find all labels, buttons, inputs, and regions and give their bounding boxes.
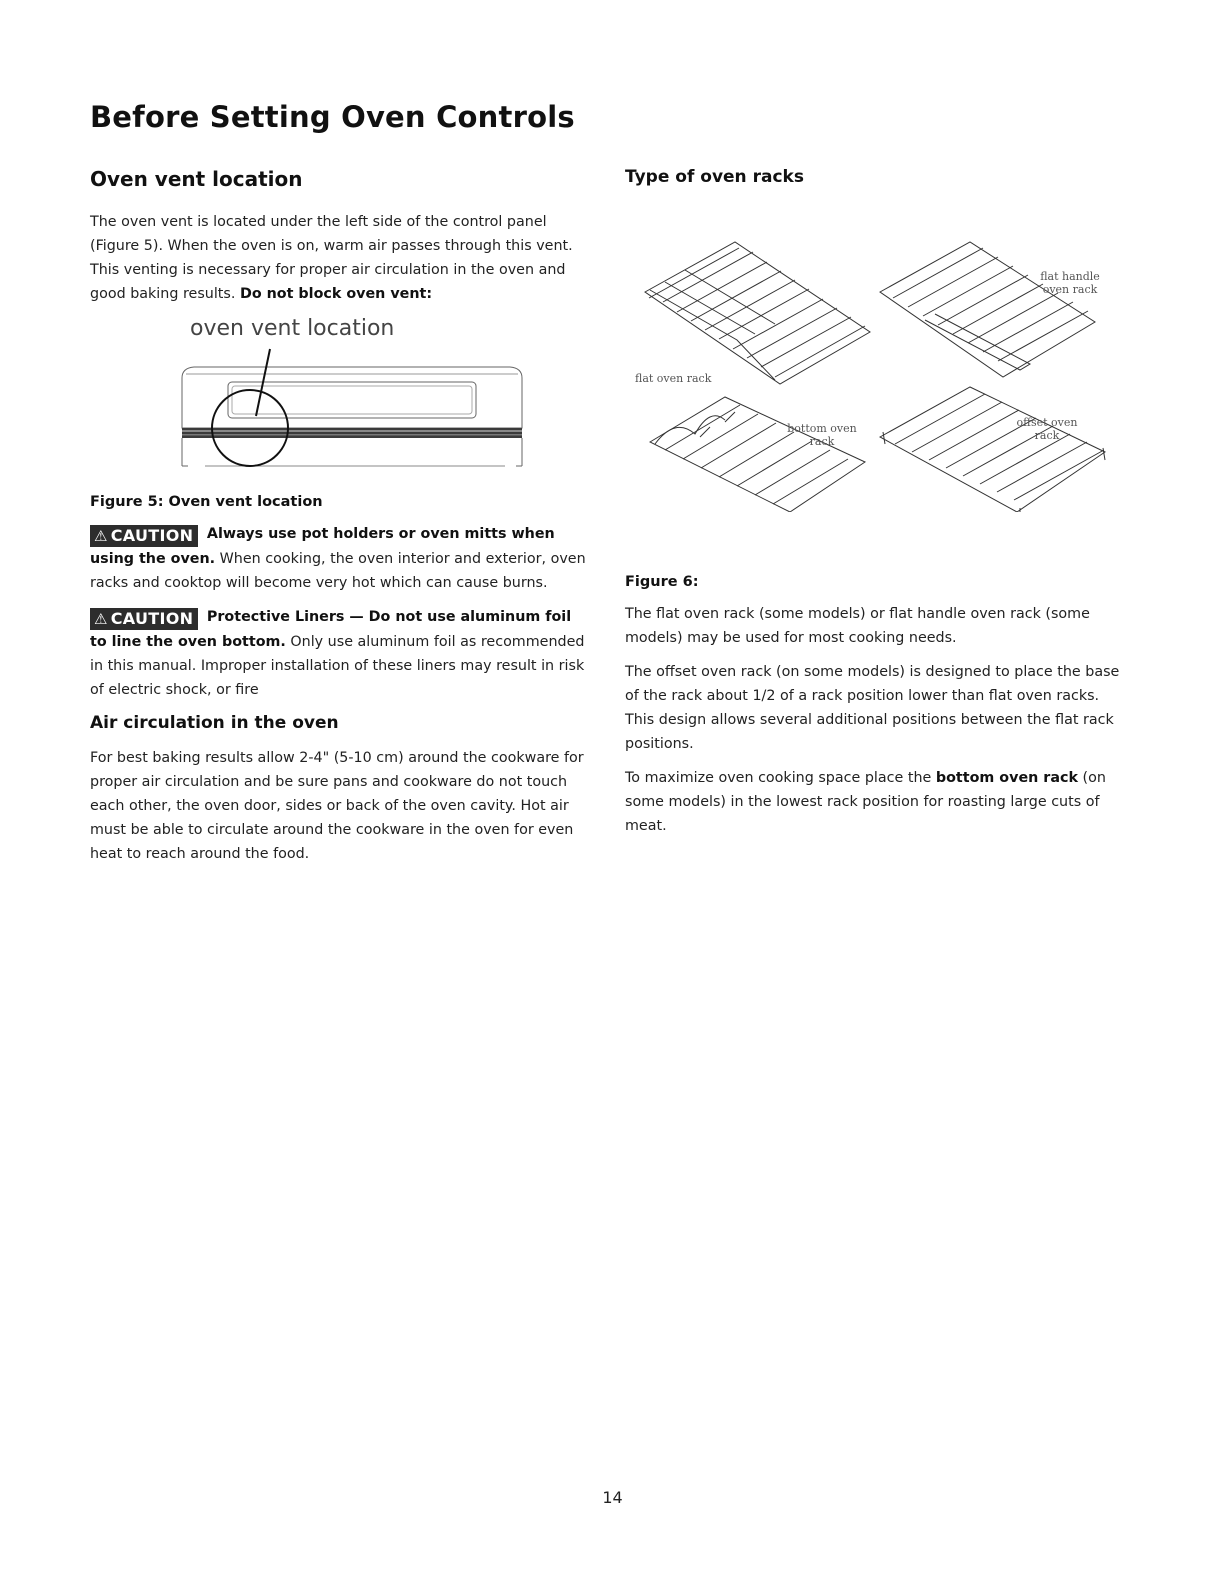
vent-paragraph (90, 210, 590, 306)
air-heading: Air circulation in the oven (90, 713, 339, 733)
warning-triangle-icon: ⚠ (94, 527, 108, 545)
oven-vent-figure (90, 316, 590, 486)
warning-triangle-icon: ⚠ (94, 610, 108, 628)
flat-rack-drawing (645, 242, 870, 384)
bottom-rack-drawing (650, 397, 865, 512)
caution-badge: ⚠ CAUTION (90, 525, 198, 547)
vent-heading: Oven vent location (90, 167, 303, 191)
flat-handle-rack-drawing (880, 242, 1095, 377)
caution-badge: ⚠ CAUTION (90, 608, 198, 630)
caution1-text: When cooking, the oven interior and exterior, oven racks and cooktop will become very hot which can cause burns. (90, 551, 586, 591)
right-column (625, 166, 1125, 848)
vent-paragraph-text: The oven vent is located under the left side of the control panel (Figure 5). When the oven is on, warm air passes through this vent. This venting is necessary for proper air circulation in the oven and good baking results. (90, 214, 573, 302)
label-bottom-rack: bottom oven rack (787, 422, 857, 448)
racks-para3: To maximize oven cooking space place the bottom oven rack (on some models) in the lowest rack position for roasting large cuts of meat. (625, 770, 1106, 834)
page-number: 14 (602, 1488, 623, 1507)
racks-heading: Type of oven racks (625, 167, 804, 187)
vent-paragraph-warning: Do not block oven vent: (239, 286, 433, 302)
racks-para2: The offset oven rack (on some models) is designed to place the base of the rack about 1/2 of a rack position lower than flat oven racks. This design allows several additional positions between the flat rack positions. (625, 664, 1120, 752)
racks-drawing (625, 212, 1125, 512)
label-flat-rack: flat oven rack (635, 372, 712, 385)
caution1-paragraph (90, 522, 590, 595)
racks-para1: The flat oven rack (some models) or flat handle oven rack (some models) may be used for most cooking needs. (625, 606, 1090, 646)
caution2-text: Only use aluminum foil as recommended in this manual. Improper installation of these liners may result in risk of electric shock, or fire (90, 634, 585, 698)
label-offset-rack: offset oven rack (1016, 416, 1078, 442)
figure5-caption: Figure 5: Oven vent location (90, 494, 323, 510)
page-title: Before Setting Oven Controls (90, 100, 575, 134)
control-panel-drawing (90, 316, 590, 486)
oven-racks-figure (625, 232, 1125, 532)
caution2-paragraph (90, 605, 590, 702)
caution1-bold: Always use pot holders or oven mitts when using the oven. (90, 526, 555, 567)
offset-rack-drawing (880, 387, 1105, 512)
vent-figure-label: oven vent location (190, 316, 395, 341)
air-paragraph: For best baking results allow 2-4" (5-10 cm) around the cookware for proper air circulation and be sure pans and cookware do not touch each other, the oven door, sides or back of the oven cavity. Hot air must be able to circulate around the cookware in the oven for even heat to reach around the food. (90, 750, 584, 862)
bottom-rack-bold: bottom oven rack (935, 770, 1078, 786)
caution2-bold: Protective Liners — Do not use aluminum foil to line the oven bottom. (90, 609, 572, 650)
label-flat-handle-rack: flat handle oven rack (1040, 270, 1100, 296)
figure6-caption: Figure 6: (625, 574, 699, 590)
left-column (90, 166, 590, 876)
